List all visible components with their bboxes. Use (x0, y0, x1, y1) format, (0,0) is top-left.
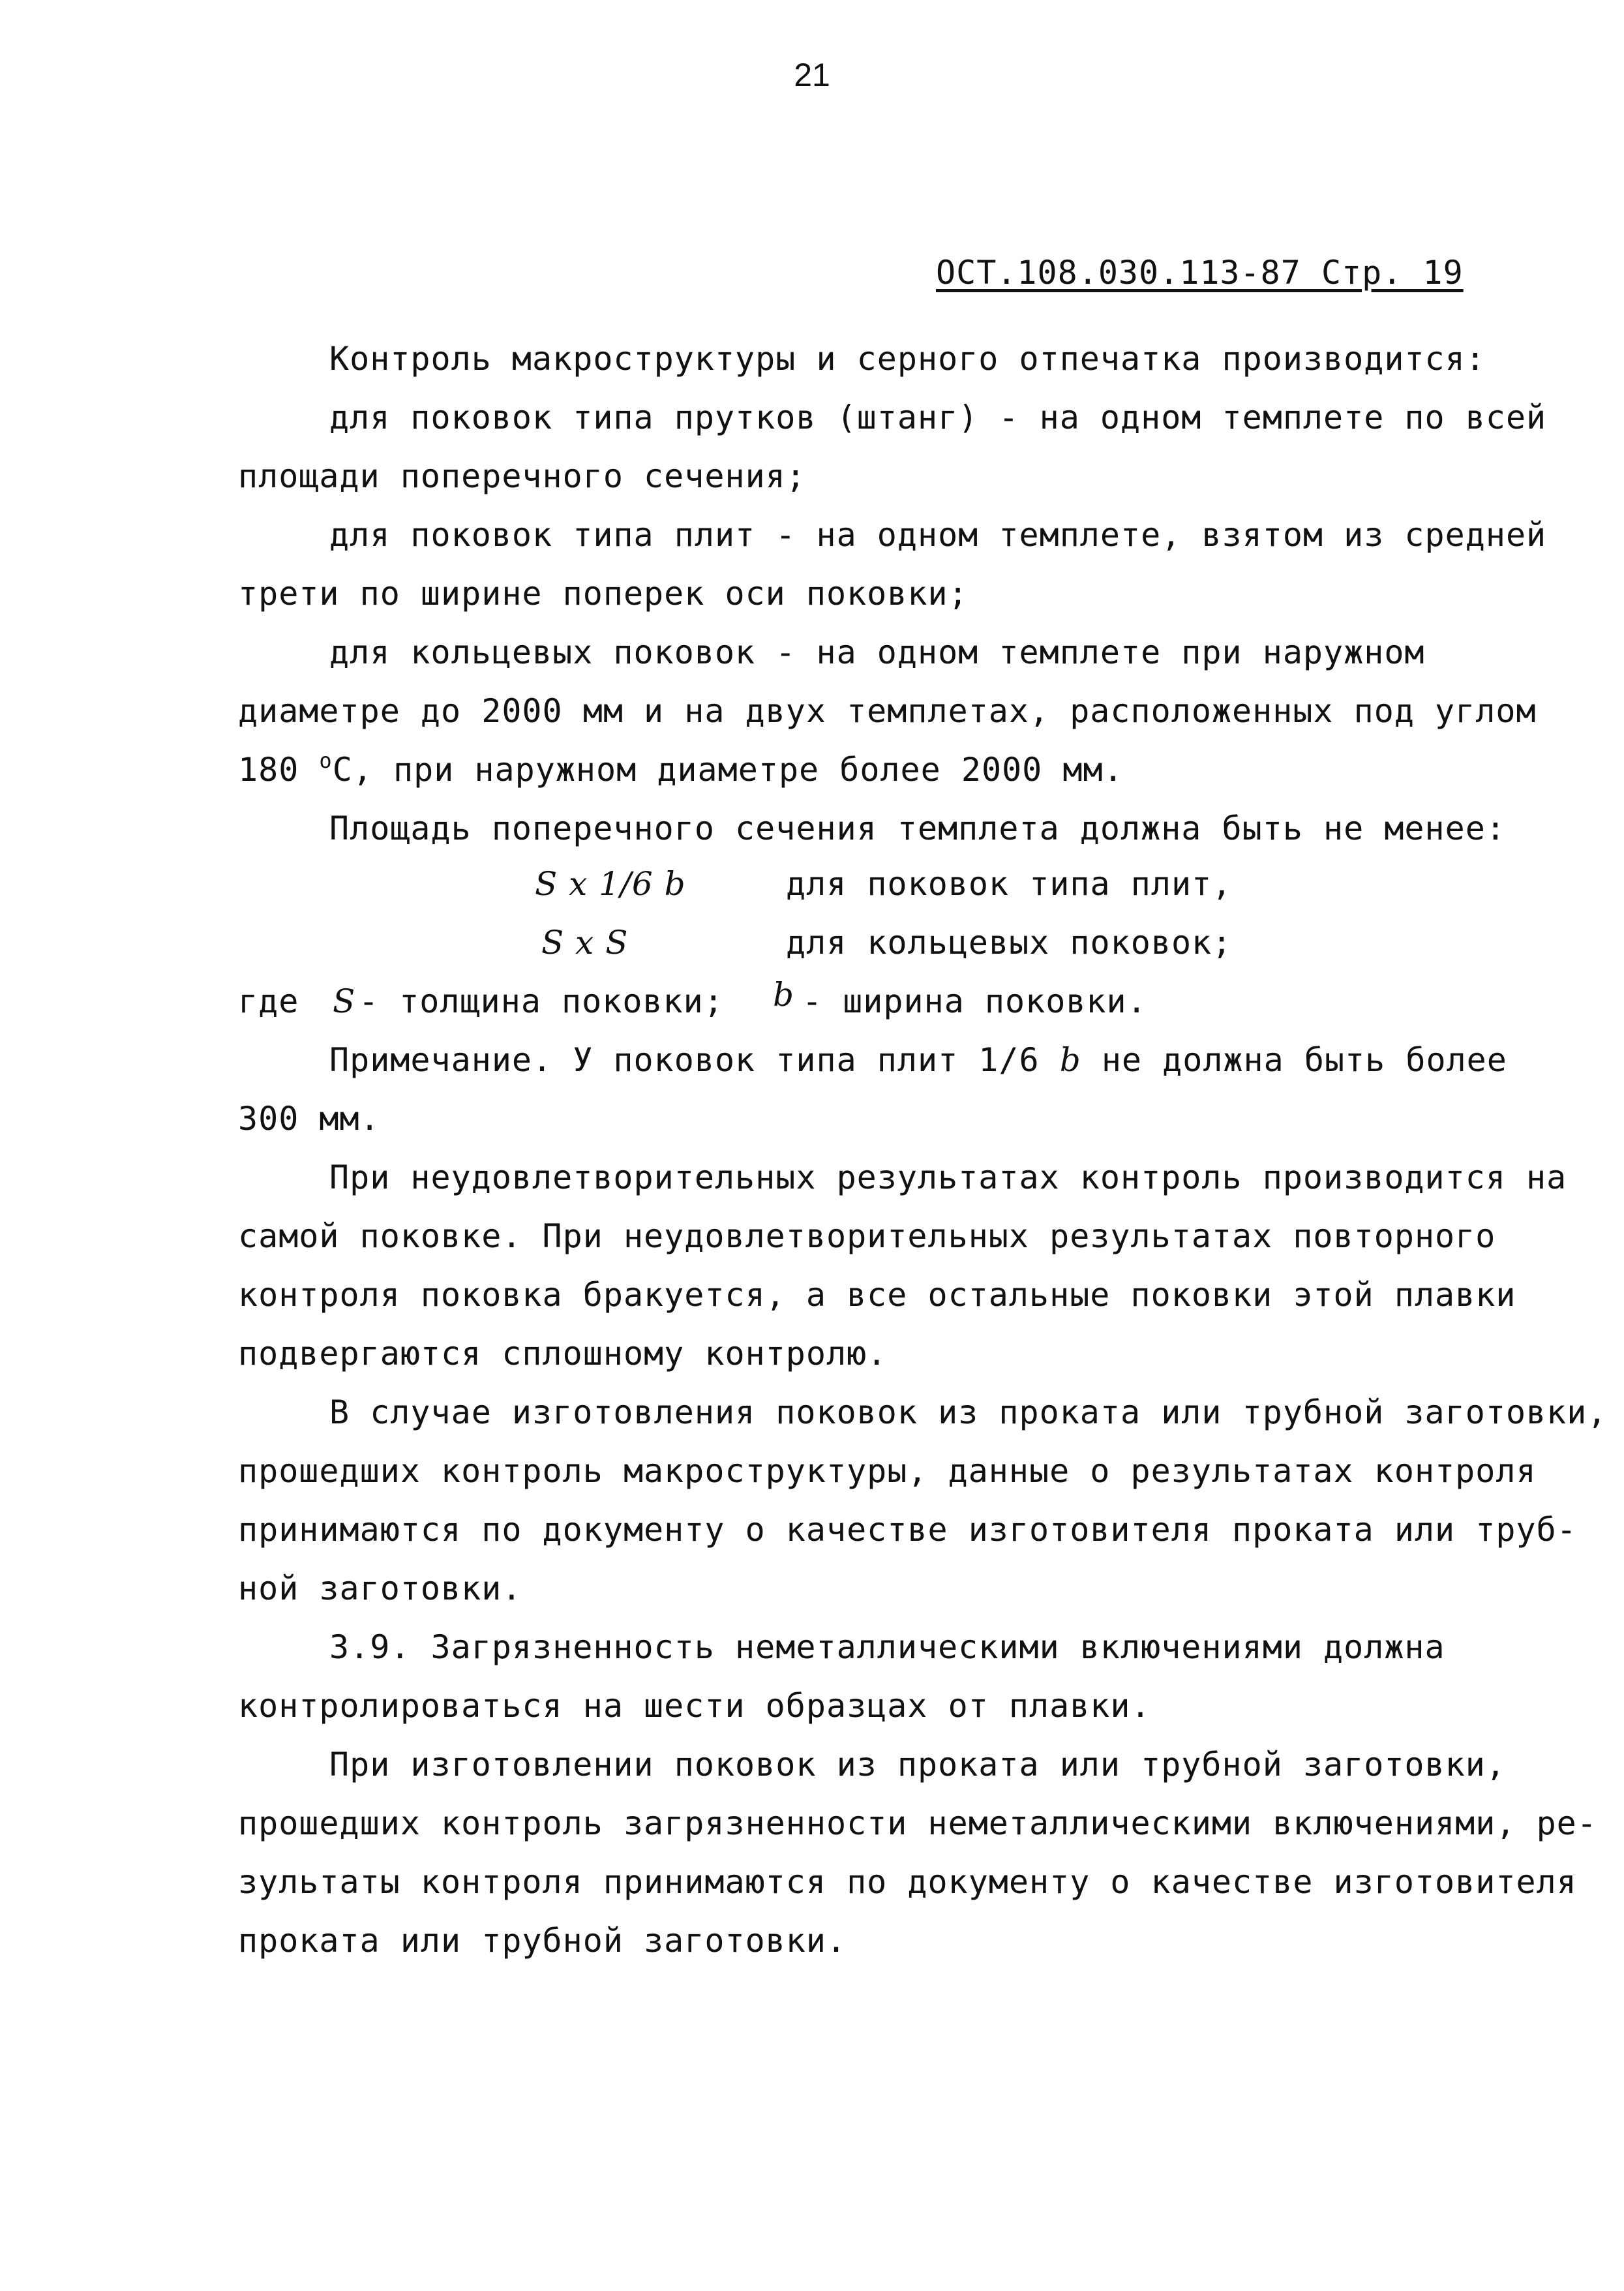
text-line: принимаются по документу о качестве изготовителя проката или труб- (238, 1511, 1577, 1549)
text-line: зультаты контроля принимаются по документу о качестве изготовителя (238, 1863, 1577, 1901)
formula-text: для кольцевых поковок; (786, 924, 1233, 962)
text-line: Площадь поперечного сечения темплета должна быть не менее: (329, 810, 1506, 847)
text-line: подвергаются сплошному контролю. (238, 1335, 888, 1373)
text-line: ной заготовки. (238, 1570, 522, 1607)
text-line: При изготовлении поковок из проката или трубной заготовки, (329, 1746, 1506, 1783)
document-header: ОСТ.108.030.113-87 Стр. 19 (936, 254, 1464, 292)
section-line: контролироваться на шести образцах от плавки. (238, 1687, 1151, 1725)
text-line: прошедших контроль загрязненности неметаллическими включениями, ре- (238, 1804, 1597, 1842)
page-number: 21 (794, 57, 830, 93)
where-label: где (238, 982, 299, 1020)
text-line: трети по ширине поперек оси поковки; (238, 575, 969, 613)
text-line: контроля поковка бракуется, а все остальные поковки этой плавки (238, 1276, 1516, 1314)
text-line: площади поперечного сечения; (238, 457, 806, 495)
text-line: для поковок типа плит - на одном темплете, взятом из средней (329, 516, 1547, 554)
text-line: проката или трубной заготовки. (238, 1922, 847, 1960)
formula-text: для поковок типа плит, (786, 865, 1233, 903)
text-line: 180 $^о$С, при наружном диаметре более 2000 мм. (238, 748, 1124, 789)
symbol: b (773, 976, 795, 1014)
text-line: для поковок типа прутков (штанг) - на одном темплете по всей (329, 399, 1547, 436)
symbol: S (333, 982, 356, 1020)
text-line: Контроль макроструктуры и серного отпечатка производится: (329, 340, 1486, 378)
text-line: прошедших контроль макроструктуры, данные о результатах контроля (238, 1452, 1537, 1490)
section-line: 3.9. Загрязненность неметаллическими включениями должна (329, 1628, 1445, 1666)
definition-text: - толщина поковки; (359, 982, 724, 1020)
text-line: самой поковке. При неудовлетворительных результатах повторного (238, 1217, 1496, 1255)
formula: S x S (541, 924, 629, 962)
text-line: В случае изготовления поковок из проката или трубной заготовки, (329, 1393, 1608, 1431)
text-line: диаметре до 2000 мм и на двух темплетах, расположенных под углом (238, 692, 1537, 730)
text-line: При неудовлетворительных результатах контроль производится на (329, 1159, 1567, 1196)
note-line: Примечание. У поковок типа плит 1/6 b не должна быть более (329, 1041, 1507, 1079)
formula: S x 1/6 b (535, 865, 686, 903)
text-line: для кольцевых поковок - на одном темплете при наружном (329, 633, 1425, 671)
degree-superscript: о (319, 748, 333, 773)
note-line: 300 мм. (238, 1100, 380, 1138)
definition-text: - ширина поковки. (802, 982, 1147, 1020)
